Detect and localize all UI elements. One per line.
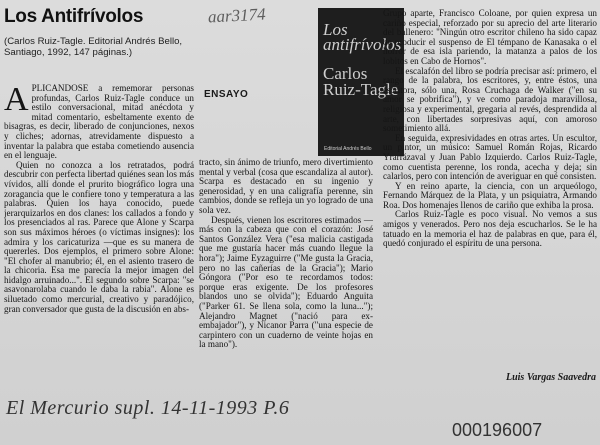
drop-cap: A: [4, 84, 29, 118]
author-signature: Luis Vargas Saavedra: [505, 372, 596, 383]
paragraph: [4, 84, 194, 161]
book-citation: (Carlos Ruiz-Tagle. Editorial Andrés Bello, Santiago, 1992, 147 páginas.): [4, 36, 183, 59]
paragraph: El escalafón del libro se podría precisar así: primero, el rango de la palabra, los escritores, y, entre éstos, una escritora, sólo una, Rosa Cruchaga de Walker ("en su amor se pobrifica"), y ve como paradoja maravillosa, religiosa y experimental, gregaria al revés, desprendida al arte, con libertades sorpresivas aquí, con amoroso sometimiento allá.: [383, 65, 597, 134]
paragraph: En seguida, expresividades en otras artes. Un escultor, un pintor, un músico: Samuel Román Rojas, Ricardo Yrarrázaval y Juan Pablo Izquierdo. Carlos Ruiz-Tagle, como cuentista perenne, los ronda, acecha y deja; sin calarlos, pero con intención de averiguar en qué consisten.: [383, 132, 597, 182]
article-column-1: [4, 84, 194, 396]
paragraph: Quien no conozca a los retratados, podrá descubrir con perfecta libertad quiénes sean los más vívidos, allí donde el prurito biográfico logra una zoragancia que le confiere tono y temperatura a las palabras. Quien los haya conocido, puede jerarquizarlos en dos clanes: los callados a fondo y los presenciados al ras. Parece que Alone y Scarpa son sus máximos héroes (o víctimas insignes): los admira y los caricaturiza —que es su manera de quererles. Dos ejemplos, el primero sobre Alone: "El chofer al manubrio; él, en el asiento trasero de la chicoria. Esa me parecía la mejor imagen del hidalgo arruinado...". El segundo sobre Scarpa: "se asavonarolaba cuando le daba la rabia". Alone es siluetado como mercurial, creativo y paradójico, gran conversador que gusta de la discusión en abs-: [4, 159, 194, 314]
paragraph-text: a rememorar personas profundas, Carlos Ruiz-Tagle conduce un estilo conversacional, mitad anécdota y mitad comentario, esbeltamente exento de bisagras, es decir, liberado de conjunciones, nexos y cliches; adornas, atrevidamente dispuesto a inventar la palabra que estaba cometiendo ausencia en el lenguaje.: [4, 84, 194, 161]
handwritten-reference: aar3174: [207, 4, 267, 27]
cover-title: Los antifrívolos: [323, 20, 402, 54]
section-label: ENSAYO: [204, 89, 249, 100]
article-column-3: [383, 9, 597, 369]
paragraph: Carlos Ruiz-Tagle es poco visual. No vemos a sus amigos y venerados. Pero nos deja escucharlos. Se le ha tatuado en la memoria el haz de palabras en que, para él, quedó conjurado el espíritu de una persona.: [383, 209, 597, 249]
article-column-2: [199, 158, 373, 386]
handwritten-source-note: El Mercurio supl. 14-11-1993 P.6: [6, 397, 290, 419]
paragraph: Después, vienen los escritores estimados —más con la cabeza que con el corazón: José Santos González Vera ("esa malicia castigada que me gustaría hacer más cuando llegue la hora"); Jaime Eyzaguirre ("Me gusta la Gracia, pero no las cañerías de la Gracia"); Mario Góngora ("Por eso te recordamos todos: porque eras exigente. De los profesores blandos uno se olvida"); Eduardo Anguita ("Parker 61. Se llena sola, como la luna..."); Alejandro Magnet ("nació para ex-embajador"), y Nicanor Parra ("una especie de carpintero con un cuaderno de veinte hojas en la mano").: [199, 214, 373, 350]
lead-caps: PLICANDOSE: [31, 84, 89, 93]
paragraph: Grupo aparte, Francisco Coloane, por quien expresa un cariño especial, reforzado por su aprecio del arte literario del ballenero: "Ningún otro escritor chileno ha sido capaz de producir el suspenso de El témpano de Kanasaka o el horror de esa isla pariendo, la matanza a palos de los lobitos en Cabo de Hornos".: [383, 9, 597, 66]
paragraph: Y en reino aparte, la ciencia, con un arqueólogo, Fernando Márquez de la Plata, y un psiquiatra, Armando Roa. Dos homenajes llenos de cariño que exhiba la prosa.: [383, 180, 597, 210]
cover-publisher: Editorial Andrés Bello: [324, 146, 372, 152]
cover-author: Carlos Ruiz-Tagle: [323, 64, 399, 99]
article-title: Los Antifrívolos: [4, 6, 144, 27]
paragraph: tracto, sin ánimo de triunfo, mero divertimiento mental y verbal (cosa que escandaliza al autor). Scarpa es destacado en su ingenio y generosidad, y en una caligrafía perenne, sin cambios, donde se refleja un yo logrado de una sola vez.: [199, 158, 373, 215]
handwritten-catalog-number: 000196007: [452, 420, 543, 440]
